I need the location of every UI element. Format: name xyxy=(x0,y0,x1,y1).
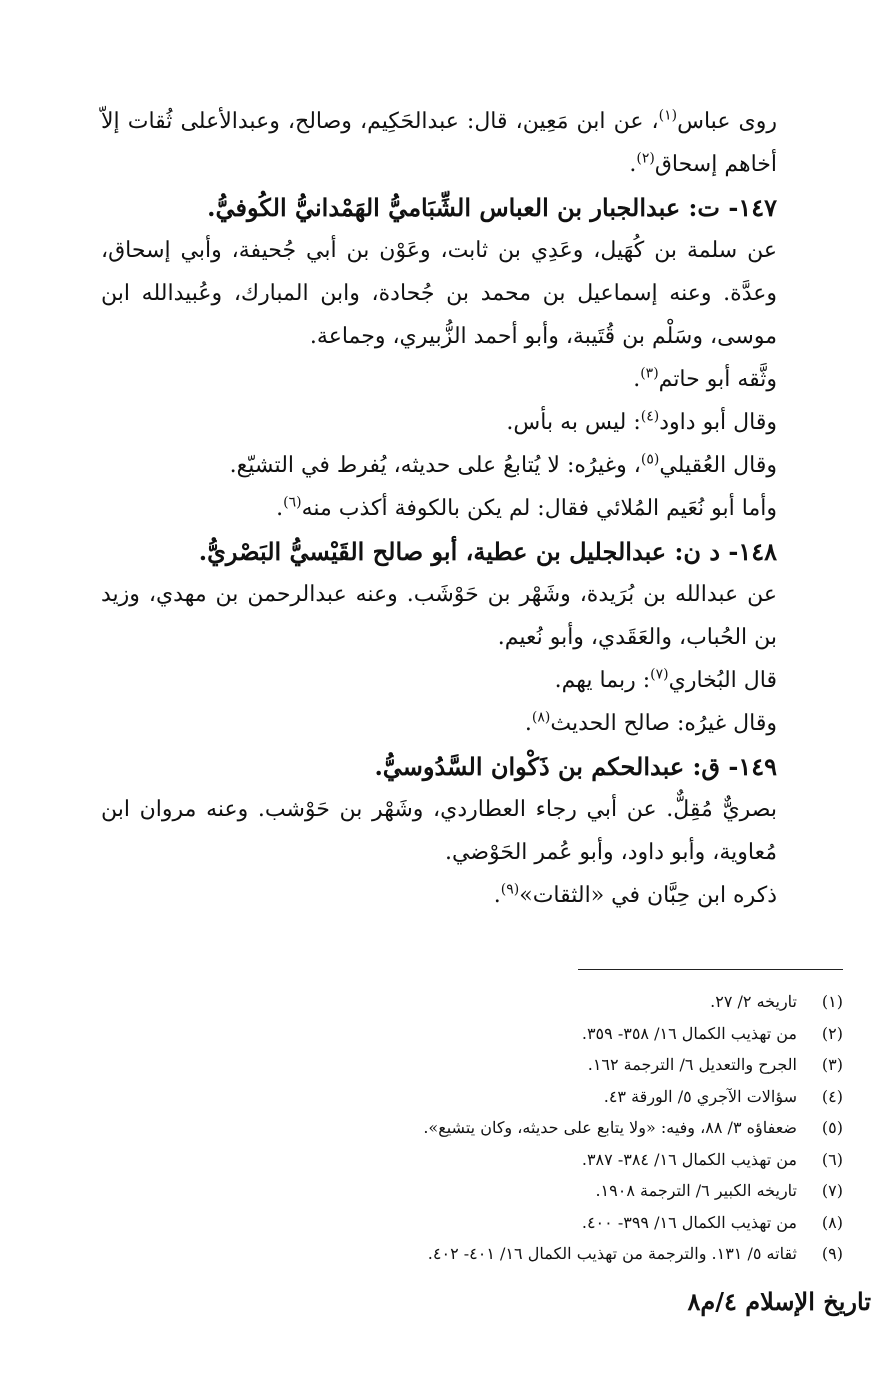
entry-148-others xyxy=(101,702,841,745)
footnote-text: تاريخه ٢/ ٢٧. xyxy=(710,992,797,1011)
footnote-number: (٣) xyxy=(821,1055,843,1074)
running-footer-title: تاريخ الإسلام ٤/م٨ xyxy=(687,1287,871,1316)
footnote-item xyxy=(83,1207,843,1239)
entry-149-ibn-hibban xyxy=(101,874,841,917)
footnote-ref-4[interactable]: (٤) xyxy=(640,408,660,425)
footnote-item xyxy=(83,1018,843,1050)
footnote-number: (٥) xyxy=(821,1118,843,1137)
footnote-text: من تهذيب الكمال ١٦/ ٣٥٨- ٣٥٩. xyxy=(581,1023,797,1043)
entry-heading-148: ١٤٨- د ن: عبدالجليل بن عطية، أبو صالح القَيْسيُّ البَصْريُّ. xyxy=(198,537,777,566)
footnote-ref-6[interactable]: (٦) xyxy=(283,494,302,511)
entry-147-abu-hatim xyxy=(101,358,841,401)
footnote-item xyxy=(83,986,843,1018)
entry-heading-149: ١٤٩- ق: عبدالحكم بن ذَكْوان السَّدُوسيُّ. xyxy=(374,752,777,781)
footnote-text: سؤالات الآجري ٥/ الورقة ٤٣. xyxy=(603,1086,797,1106)
footnote-ref-9[interactable]: (٩) xyxy=(500,881,520,898)
footnote-ref-8[interactable]: (٨) xyxy=(531,709,551,726)
footnote-number: (٨) xyxy=(821,1212,843,1232)
footnote-item xyxy=(83,1081,843,1113)
text-run: . xyxy=(524,711,532,736)
text-run: : ربما يهم. xyxy=(554,668,651,693)
footnote-number: (٩) xyxy=(821,1244,843,1263)
text-run: : ليس به بأس. xyxy=(506,410,641,435)
footnote-divider xyxy=(578,969,843,970)
text-run: ، عن ابن مَعِين، قال: عبدالحَكِيم، وصالح، وعبدالأعلى ثُقات إلاّ أخاهم إسحاق xyxy=(101,109,777,177)
footnote-number: (٧) xyxy=(821,1181,843,1200)
footnote-ref-7[interactable]: (٧) xyxy=(650,666,669,683)
footnote-text: الجرح والتعديل ٦/ الترجمة ١٦٢. xyxy=(587,1055,797,1074)
footnote-ref-3[interactable]: (٣) xyxy=(640,365,659,382)
footnote-ref-1[interactable]: (١) xyxy=(658,107,678,124)
text-run: ذكره ابن حِبَّان في «الثقات» xyxy=(519,883,777,908)
footnote-number: (١) xyxy=(821,992,843,1011)
text-run: ، وغيرُه: لا يُتابعُ على حديثه، يُفرط في التشيّع. xyxy=(229,453,641,478)
footnote-text: ثقاته ٥/ ١٣١. والترجمة من تهذيب الكمال ١٦/ ٤٠١- ٤٠٢. xyxy=(427,1244,797,1263)
footnote-item xyxy=(83,1175,843,1207)
footnote-item xyxy=(83,1238,843,1270)
text-run: وقال أبو داود xyxy=(659,410,777,435)
entry-147-uqayli xyxy=(101,444,841,487)
text-run: وثَّقه أبو حاتم xyxy=(658,367,777,392)
footnote-number: (٦) xyxy=(821,1149,843,1169)
entry-148-narrators: عن عبدالله بن بُرَيدة، وشَهْر بن حَوْشَب. وعنه عبدالرحمن بن مهدي، وزيد بن الحُباب، والعَقَدي، وأبو نُعيم. xyxy=(101,582,777,650)
text-run: وقال غيرُه: صالح الحديث xyxy=(550,711,777,736)
entry-149-narrators: بصريٌّ مُقِلٌّ. عن أبي رجاء العطاردي، وشَهْر بن حَوْشب. وعنه مروان ابن مُعاوية، وأبو داود، وأبو عُمر الحَوْضي. xyxy=(101,797,777,865)
footnote-ref-2[interactable]: (٢) xyxy=(636,150,655,167)
footnotes-list xyxy=(83,986,843,1270)
entry-147-abu-dawud xyxy=(101,401,841,444)
footnote-item xyxy=(83,1049,843,1081)
entry-147-abu-nuaym xyxy=(101,487,841,530)
text-run: . xyxy=(276,496,284,521)
main-text xyxy=(101,100,841,917)
text-run: روى عباس xyxy=(677,109,777,134)
footnote-item xyxy=(83,1144,843,1176)
footnote-text: ضعفاؤه ٣/ ٨٨، وفيه: «ولا يتابع على حديثه، وكان يتشيع». xyxy=(423,1118,797,1137)
footnote-text: تاريخه الكبير ٦/ الترجمة ١٩٠٨. xyxy=(595,1181,797,1200)
footnote-ref-5[interactable]: (٥) xyxy=(640,451,660,468)
footnote-text: من تهذيب الكمال ١٦/ ٣٨٤- ٣٨٧. xyxy=(581,1149,797,1169)
footnote-text: من تهذيب الكمال ١٦/ ٣٩٩- ٤٠٠. xyxy=(581,1212,797,1232)
text-run: وأما أبو نُعَيم المُلائي فقال: لم يكن بالكوفة أكذب منه xyxy=(301,496,777,521)
text-run: . xyxy=(629,152,637,177)
text-run: . xyxy=(633,367,641,392)
text-run: وقال العُقيلي xyxy=(659,453,777,478)
entry-148-bukhari xyxy=(101,659,841,702)
entry-heading-147: ١٤٧- ت: عبدالجبار بن العباس الشِّبَاميُّ الهَمْدانيُّ الكُوفيُّ. xyxy=(207,193,777,222)
footnote-number: (٤) xyxy=(821,1086,843,1106)
text-run: قال البُخاري xyxy=(668,668,777,693)
paragraph-intro xyxy=(101,100,841,186)
entry-147-narrators: عن سلمة بن كُهَيل، وعَدِي بن ثابت، وعَوْن بن أبي جُحيفة، وأبي إسحاق، وعدَّة. وعنه إسماعيل بن محمد بن جُحادة، وابن المبارك، وعُبيدالله ابن موسى، وسَلْم بن قُتَيبة، وأبو أحمد الزُّبيري، وجماعة. xyxy=(101,238,777,349)
text-run: . xyxy=(493,883,501,908)
footnote-number: (٢) xyxy=(821,1023,843,1043)
footnote-item xyxy=(83,1112,843,1144)
